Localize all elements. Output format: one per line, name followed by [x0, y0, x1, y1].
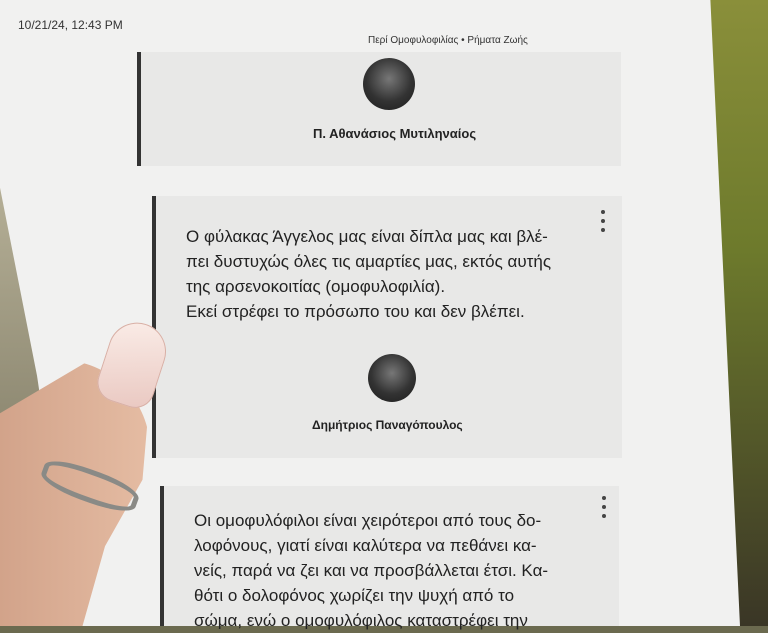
- quote-card-3: [160, 486, 619, 630]
- author-avatar: [363, 58, 415, 110]
- quote-line: θότι ο δολοφόνος χωρίζει την ψυχή από το: [194, 586, 515, 605]
- page-header-title: Περί Ομοφυλοφιλίας • Ρήματα Ζωής: [368, 35, 528, 46]
- quote-line: λοφόνους, γιατί είναι καλύτερα να πεθάνει κα-: [194, 536, 537, 555]
- quote-line: σώμα, ενώ ο ομοφυλόφιλος καταστρέφει την: [194, 611, 528, 630]
- more-vertical-icon[interactable]: [601, 496, 607, 518]
- quote-text: [194, 508, 548, 633]
- author-name: Δημήτριος Παναγόπουλος: [312, 418, 463, 432]
- more-vertical-icon[interactable]: [600, 210, 606, 232]
- quote-card-2: [152, 196, 622, 458]
- quote-line: της αρσενοκοιτίας (ομοφυλοφιλία).: [186, 277, 446, 296]
- quote-line: Εκεί στρέφει το πρόσωπο του και δεν βλέπει.: [186, 302, 525, 321]
- author-name: Π. Αθανάσιος Μυτιληναίος: [313, 126, 477, 141]
- author-avatar: [368, 354, 416, 402]
- print-timestamp: 10/21/24, 12:43 PM: [18, 18, 123, 32]
- quote-line: Οι ομοφυλόφιλοι είναι χειρότεροι από τους δο-: [194, 511, 542, 530]
- quote-line: Ο φύλακας Άγγελος μας είναι δίπλα μας και βλέ-: [186, 227, 548, 246]
- quote-line: πει δυστυχώς όλες τις αμαρτίες μας, εκτός αυτής: [186, 252, 552, 271]
- quote-text: [186, 224, 551, 324]
- quote-line: νείς, παρά να ζει και να προσβάλλεται έτσι. Κα-: [194, 561, 549, 580]
- quote-card-1: [137, 52, 621, 166]
